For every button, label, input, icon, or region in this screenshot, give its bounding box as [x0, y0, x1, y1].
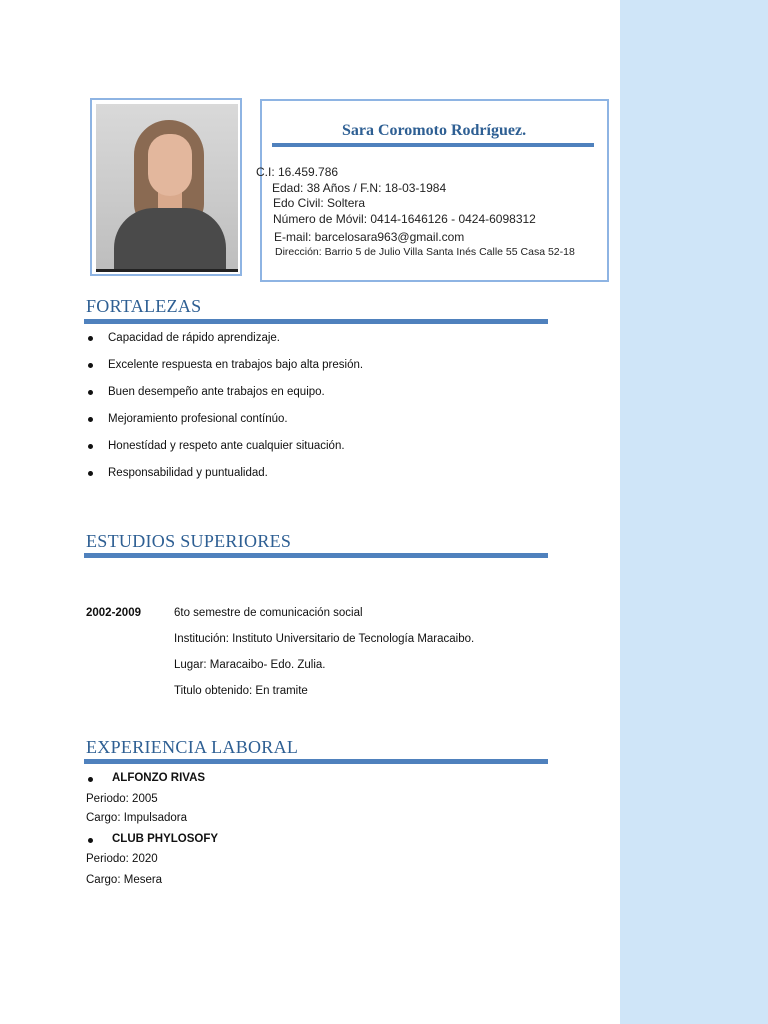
civil-status: Edo Civil: Soltera	[273, 196, 366, 210]
list-item: Mejoramiento profesional contínúo.	[86, 413, 363, 440]
strengths-list	[86, 332, 363, 494]
list-item: Excelente respuesta en trabajos bajo alta presión.	[86, 359, 363, 386]
job-role: Cargo: Impulsadora	[86, 812, 188, 824]
strengths-title: FORTALEZAS	[86, 296, 202, 316]
job-company: CLUB PHYLOSOFY	[112, 833, 219, 845]
bullet-icon	[88, 777, 93, 782]
home-address: Dirección: Barrio 5 de Julio Villa Santa Inés Calle 55 Casa 52-18	[275, 246, 575, 258]
job-period: Periodo: 2005	[86, 793, 158, 805]
job-period: Periodo: 2020	[86, 853, 158, 865]
job-role: Cargo: Mesera	[86, 874, 163, 886]
education-years: 2002-2009	[86, 607, 141, 619]
list-item: Capacidad de rápido aprendizaje.	[86, 332, 363, 359]
phone-numbers: Número de Móvil: 0414-1646126 - 0424-6098312	[273, 212, 536, 226]
list-item: Responsabilidad y puntualidad.	[86, 467, 363, 494]
job-company: ALFONZO RIVAS	[112, 772, 206, 784]
list-item: Honestídad y respeto ante cualquier situación.	[86, 440, 363, 467]
education-rule	[84, 553, 548, 558]
strengths-rule	[84, 319, 548, 324]
education-status: Titulo obtenido: En tramite	[174, 685, 308, 697]
bullet-icon	[88, 838, 93, 843]
candidate-name: Sara Coromoto Rodríguez.	[341, 122, 527, 139]
experience-rule	[84, 759, 548, 764]
experience-title: EXPERIENCIA LABORAL	[86, 737, 299, 757]
side-color-bar	[620, 0, 768, 1024]
education-degree: 6to semestre de comunicación social	[174, 607, 363, 619]
education-place: Lugar: Maracaibo- Edo. Zulia.	[174, 659, 326, 671]
age-birthdate: Edad: 38 Años / F.N: 18-03-1984	[272, 181, 447, 195]
list-item: Buen desempeño ante trabajos en equipo.	[86, 386, 363, 413]
name-underline	[272, 143, 594, 147]
id-number: C.I: 16.459.786	[256, 165, 339, 179]
email-address: E-mail: barcelosara963@gmail.com	[274, 230, 465, 244]
education-title: ESTUDIOS SUPERIORES	[86, 531, 292, 551]
education-institution: Institución: Instituto Universitario de Tecnología Maracaibo.	[174, 633, 475, 645]
